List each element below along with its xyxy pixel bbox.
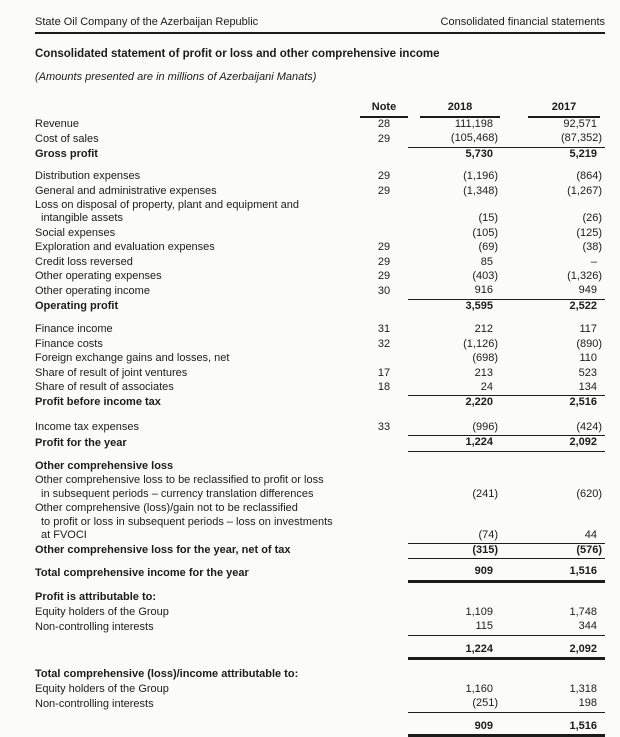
- row-label: Total comprehensive (loss)/income attributable to:: [35, 668, 299, 681]
- row-value-2017: 1,318: [569, 682, 597, 695]
- row-value-2018: (15): [478, 212, 498, 225]
- row-label: Equity holders of the Group: [35, 682, 169, 695]
- row-value-2018: (241): [472, 487, 498, 500]
- row-label: Income tax expenses: [35, 421, 139, 434]
- row-value-2017: 1,516: [500, 559, 605, 581]
- table-row: [35, 436, 605, 451]
- row-value-2018: (1,196): [463, 170, 498, 183]
- row-value-2018: (251): [408, 697, 500, 712]
- row-value-2017: 2,092: [500, 635, 605, 658]
- row-note: 29: [377, 255, 391, 268]
- table-body: [35, 118, 605, 736]
- row-value-2017: 344: [500, 620, 605, 635]
- row-value-2018: 916: [408, 284, 500, 299]
- row-value-2017: (87,352): [500, 132, 605, 147]
- row-value-2017: (1,267): [567, 184, 602, 197]
- row-label: Finance income: [35, 323, 113, 336]
- table-row: [35, 411, 605, 436]
- row-value-2017: [500, 581, 605, 605]
- row-value-2018: (1,348): [463, 184, 498, 197]
- table-row: [35, 241, 605, 255]
- row-value-2017: (620): [576, 487, 602, 500]
- row-value-2017: [500, 658, 605, 682]
- row-value-2018: 212: [474, 323, 493, 336]
- row-label: [35, 635, 360, 658]
- table-row: [35, 185, 605, 199]
- row-value-2018: 111,198: [454, 118, 493, 130]
- row-label: Other operating expenses: [35, 270, 162, 283]
- row-note: 31: [377, 323, 391, 336]
- table-row: [35, 299, 605, 314]
- table-row: [35, 474, 605, 502]
- table-row: [35, 606, 605, 620]
- row-note: 28: [377, 118, 391, 130]
- row-value-2017: (38): [582, 241, 602, 254]
- table-row: [35, 381, 605, 396]
- table-row: [35, 581, 605, 605]
- row-note: [360, 712, 408, 735]
- row-value-2017: (864): [576, 170, 602, 183]
- row-value-2018: 1,224: [408, 436, 500, 451]
- row-value-2018: 1,109: [465, 605, 493, 618]
- row-note: [360, 658, 408, 682]
- table-row: [35, 635, 605, 658]
- row-label: Gross profit: [35, 147, 98, 160]
- row-value-2018: 3,595: [465, 299, 493, 312]
- row-value-2018: 909: [408, 559, 500, 581]
- statement-title: Consolidated statement of profit or loss and other comprehensive income: [35, 48, 440, 60]
- row-note: [360, 299, 408, 314]
- table-row: [35, 162, 605, 184]
- row-value-2018: (996): [408, 411, 500, 436]
- table-row: [35, 543, 605, 558]
- row-value-2018: (403): [472, 270, 498, 283]
- row-value-2017: 1,748: [569, 605, 597, 618]
- row-value-2018: 5,730: [465, 147, 493, 160]
- row-value-2017: 2,522: [569, 299, 597, 312]
- row-value-2018: 2,220: [465, 396, 493, 409]
- row-note: [360, 606, 408, 620]
- statement-subtitle: (Amounts presented are in millions of Azerbaijani Manats): [35, 71, 317, 83]
- row-value-2018: 213: [474, 366, 493, 379]
- row-value-2017: (125): [576, 226, 602, 239]
- row-note: 29: [377, 132, 391, 145]
- table-row: [35, 338, 605, 352]
- row-value-2017: 2,516: [569, 396, 597, 409]
- row-value-2017: 1,516: [500, 712, 605, 735]
- row-label: Share of result of associates: [35, 381, 174, 394]
- table-row: [35, 502, 605, 543]
- row-value-2018: (698): [472, 352, 498, 365]
- table-row: [35, 314, 605, 337]
- row-value-2017: 198: [500, 697, 605, 712]
- column-header-note: Note: [360, 101, 408, 118]
- row-note: [360, 451, 408, 474]
- table-row: [35, 256, 605, 270]
- row-label: Distribution expenses: [35, 170, 141, 183]
- row-value-2018: 85: [480, 255, 493, 268]
- row-note: [360, 436, 408, 451]
- table-header: [35, 101, 605, 118]
- table-row: [35, 352, 605, 366]
- row-note: [360, 683, 408, 697]
- row-value-2017: 2,092: [500, 436, 605, 451]
- row-label: Foreign exchange gains and losses, net: [35, 352, 230, 365]
- table-row: [35, 712, 605, 735]
- row-label: Profit for the year: [35, 436, 127, 449]
- row-note: [360, 697, 408, 712]
- row-note: 29: [377, 184, 391, 197]
- row-note: 29: [377, 270, 391, 283]
- table-row: [35, 270, 605, 284]
- column-header-2017: 2017: [500, 101, 605, 118]
- row-label: Revenue: [35, 118, 80, 130]
- row-value-2018: 1,224: [408, 635, 500, 658]
- page-header-left: State Oil Company of the Azerbaijan Republic: [35, 16, 259, 28]
- row-note: [360, 581, 408, 605]
- row-label: Total comprehensive income for the year: [35, 566, 249, 579]
- row-value-2017: 92,571: [563, 118, 597, 130]
- row-value-2017: (1,326): [567, 270, 602, 283]
- row-label: Exploration and evaluation expenses: [35, 241, 215, 254]
- row-label: Finance costs: [35, 337, 103, 350]
- row-value-2017: 949: [500, 284, 605, 299]
- row-value-2017: 134: [500, 381, 605, 396]
- row-label: Share of result of joint ventures: [35, 366, 188, 379]
- table-row: [35, 118, 605, 132]
- row-value-2018: 24: [408, 381, 500, 396]
- row-label: Non-controlling interests: [35, 697, 154, 710]
- row-value-2018: (74): [408, 502, 500, 543]
- row-note: [360, 543, 408, 558]
- row-label: Credit loss reversed: [35, 255, 133, 268]
- row-value-2017: 117: [579, 323, 597, 336]
- row-note: [360, 227, 408, 241]
- table-row: [35, 396, 605, 411]
- row-value-2017: (576): [500, 543, 605, 558]
- row-label: Other comprehensive (loss)/gain not to be reclassified to profit or loss in subsequent periods – loss on investments at FVOCI: [35, 502, 333, 542]
- row-note: [360, 147, 408, 162]
- table-row: [35, 227, 605, 241]
- row-note: 17: [377, 366, 391, 379]
- row-note: 32: [377, 337, 391, 350]
- row-note: 29: [377, 170, 391, 183]
- column-header-2018: 2018: [408, 101, 500, 118]
- row-value-2017: [500, 451, 605, 474]
- table-row: [35, 451, 605, 474]
- row-label: Equity holders of the Group: [35, 605, 169, 618]
- row-value-2018: [408, 581, 500, 605]
- row-value-2017: 110: [579, 352, 597, 365]
- row-value-2017: –: [590, 255, 597, 268]
- row-value-2018: [408, 451, 500, 474]
- row-note: [360, 502, 408, 543]
- row-label: Other comprehensive loss: [35, 460, 174, 473]
- row-note: [360, 352, 408, 366]
- financial-table: [35, 101, 605, 737]
- row-value-2018: 909: [408, 712, 500, 735]
- row-note: [360, 620, 408, 635]
- row-value-2018: (105,468): [408, 132, 500, 147]
- table-row: [35, 132, 605, 147]
- row-value-2018: 115: [408, 620, 500, 635]
- row-value-2017: (26): [582, 212, 602, 225]
- table-row: [35, 697, 605, 712]
- row-label: [35, 712, 360, 735]
- table-row: [35, 284, 605, 299]
- table-row: [35, 683, 605, 697]
- page-header: [35, 16, 605, 34]
- row-note: [360, 474, 408, 502]
- row-label: Profit is attributable to:: [35, 591, 156, 604]
- row-value-2018: (105): [472, 226, 498, 239]
- table-row: [35, 658, 605, 682]
- row-note: 29: [377, 241, 391, 254]
- row-value-2018: 1,160: [465, 682, 493, 695]
- row-label: Non-controlling interests: [35, 620, 154, 633]
- table-row: [35, 559, 605, 581]
- row-note: 33: [377, 421, 391, 434]
- row-note: [360, 559, 408, 581]
- row-value-2017: 44: [500, 502, 605, 543]
- row-label: Other comprehensive loss for the year, net of tax: [35, 544, 291, 557]
- row-note: [360, 635, 408, 658]
- table-row: [35, 147, 605, 162]
- row-note: [360, 396, 408, 411]
- table-row: [35, 199, 605, 227]
- column-header-spacer: [35, 101, 360, 118]
- row-label: Cost of sales: [35, 132, 99, 145]
- row-label: General and administrative expenses: [35, 184, 217, 197]
- row-value-2017: (424): [500, 411, 605, 436]
- table-row: [35, 620, 605, 635]
- row-label: Profit before income tax: [35, 396, 161, 409]
- row-label: Loss on disposal of property, plant and equipment and intangible assets: [35, 199, 299, 225]
- page-header-right: Consolidated financial statements: [440, 16, 605, 28]
- row-value-2017: (890): [576, 337, 602, 350]
- row-value-2018: (315): [408, 543, 500, 558]
- row-label: Operating profit: [35, 299, 119, 312]
- row-label: Other operating income: [35, 284, 150, 297]
- row-value-2017: 523: [578, 366, 597, 379]
- row-note: 18: [377, 381, 391, 394]
- row-note: 30: [377, 284, 391, 297]
- row-note: [360, 199, 408, 227]
- row-value-2018: (1,126): [463, 337, 498, 350]
- row-value-2018: (69): [478, 241, 498, 254]
- table-row: [35, 367, 605, 381]
- row-value-2018: [408, 658, 500, 682]
- row-label: Other comprehensive loss to be reclassified to profit or loss in subsequent periods – currency translation differences: [35, 474, 324, 500]
- row-label: Social expenses: [35, 226, 116, 239]
- row-value-2017: 5,219: [569, 147, 597, 160]
